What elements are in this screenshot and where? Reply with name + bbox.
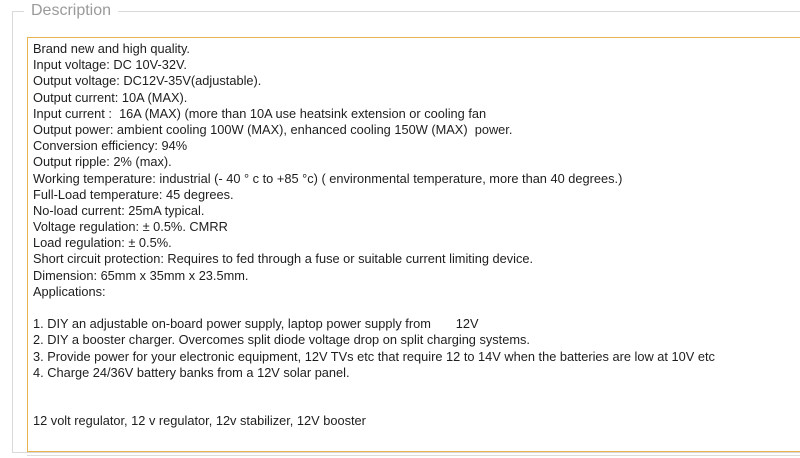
description-line: No-load current: 25mA typical.: [33, 202, 205, 218]
description-line: Conversion efficiency: 94%: [33, 138, 188, 154]
description-line: Load regulation: ± 0.5%.: [33, 235, 172, 251]
bottom-divider: [27, 455, 800, 456]
description-line: [33, 381, 800, 397]
description-line: Output voltage: DC12V-35V(adjustable).: [33, 73, 262, 89]
description-line: Working temperature: industrial (- 40 ° c to +85 °c) ( environmental temperature, more than 40 degrees.): [33, 170, 623, 186]
description-line: 4. Charge 24/36V battery banks from a 12V solar panel.: [33, 364, 350, 380]
description-line: Input voltage: DC 10V-32V.: [33, 57, 187, 73]
description-line: Voltage regulation: ± 0.5%. CMRR: [33, 219, 228, 235]
description-line: 3. Provide power for your electronic equipment, 12V TVs etc that require 12 to 14V when the batteries are low at 10V etc: [33, 348, 715, 364]
description-line: 1. DIY an adjustable on-board power supply, laptop power supply from 12V: [33, 316, 479, 332]
description-line: [33, 397, 800, 413]
description-textarea[interactable]: [27, 37, 800, 452]
description-line: Input current : 16A (MAX) (more than 10A use heatsink extension or cooling fan: [33, 105, 487, 121]
description-line: Brand new and high quality.: [33, 41, 190, 56]
description-line: Output current: 10A (MAX).: [33, 89, 188, 105]
description-line: Full-Load temperature: 45 degrees.: [33, 186, 234, 202]
description-line: Output power: ambient cooling 100W (MAX), enhanced cooling 150W (MAX) power.: [33, 121, 513, 137]
description-line: Applications:: [33, 283, 106, 299]
description-line: Output ripple: 2% (max).: [33, 154, 172, 170]
description-line: Dimension: 65mm x 35mm x 23.5mm.: [33, 267, 249, 283]
description-line: 12 volt regulator, 12 v regulator, 12v stabilizer, 12V booster: [33, 413, 366, 429]
description-line: Short circuit protection: Requires to fed through a fuse or suitable current limiting device.: [33, 251, 534, 267]
description-line: [33, 300, 800, 316]
description-line: 2. DIY a booster charger. Overcomes split diode voltage drop on split charging systems.: [33, 332, 530, 348]
fieldset-legend: Description: [24, 0, 118, 22]
